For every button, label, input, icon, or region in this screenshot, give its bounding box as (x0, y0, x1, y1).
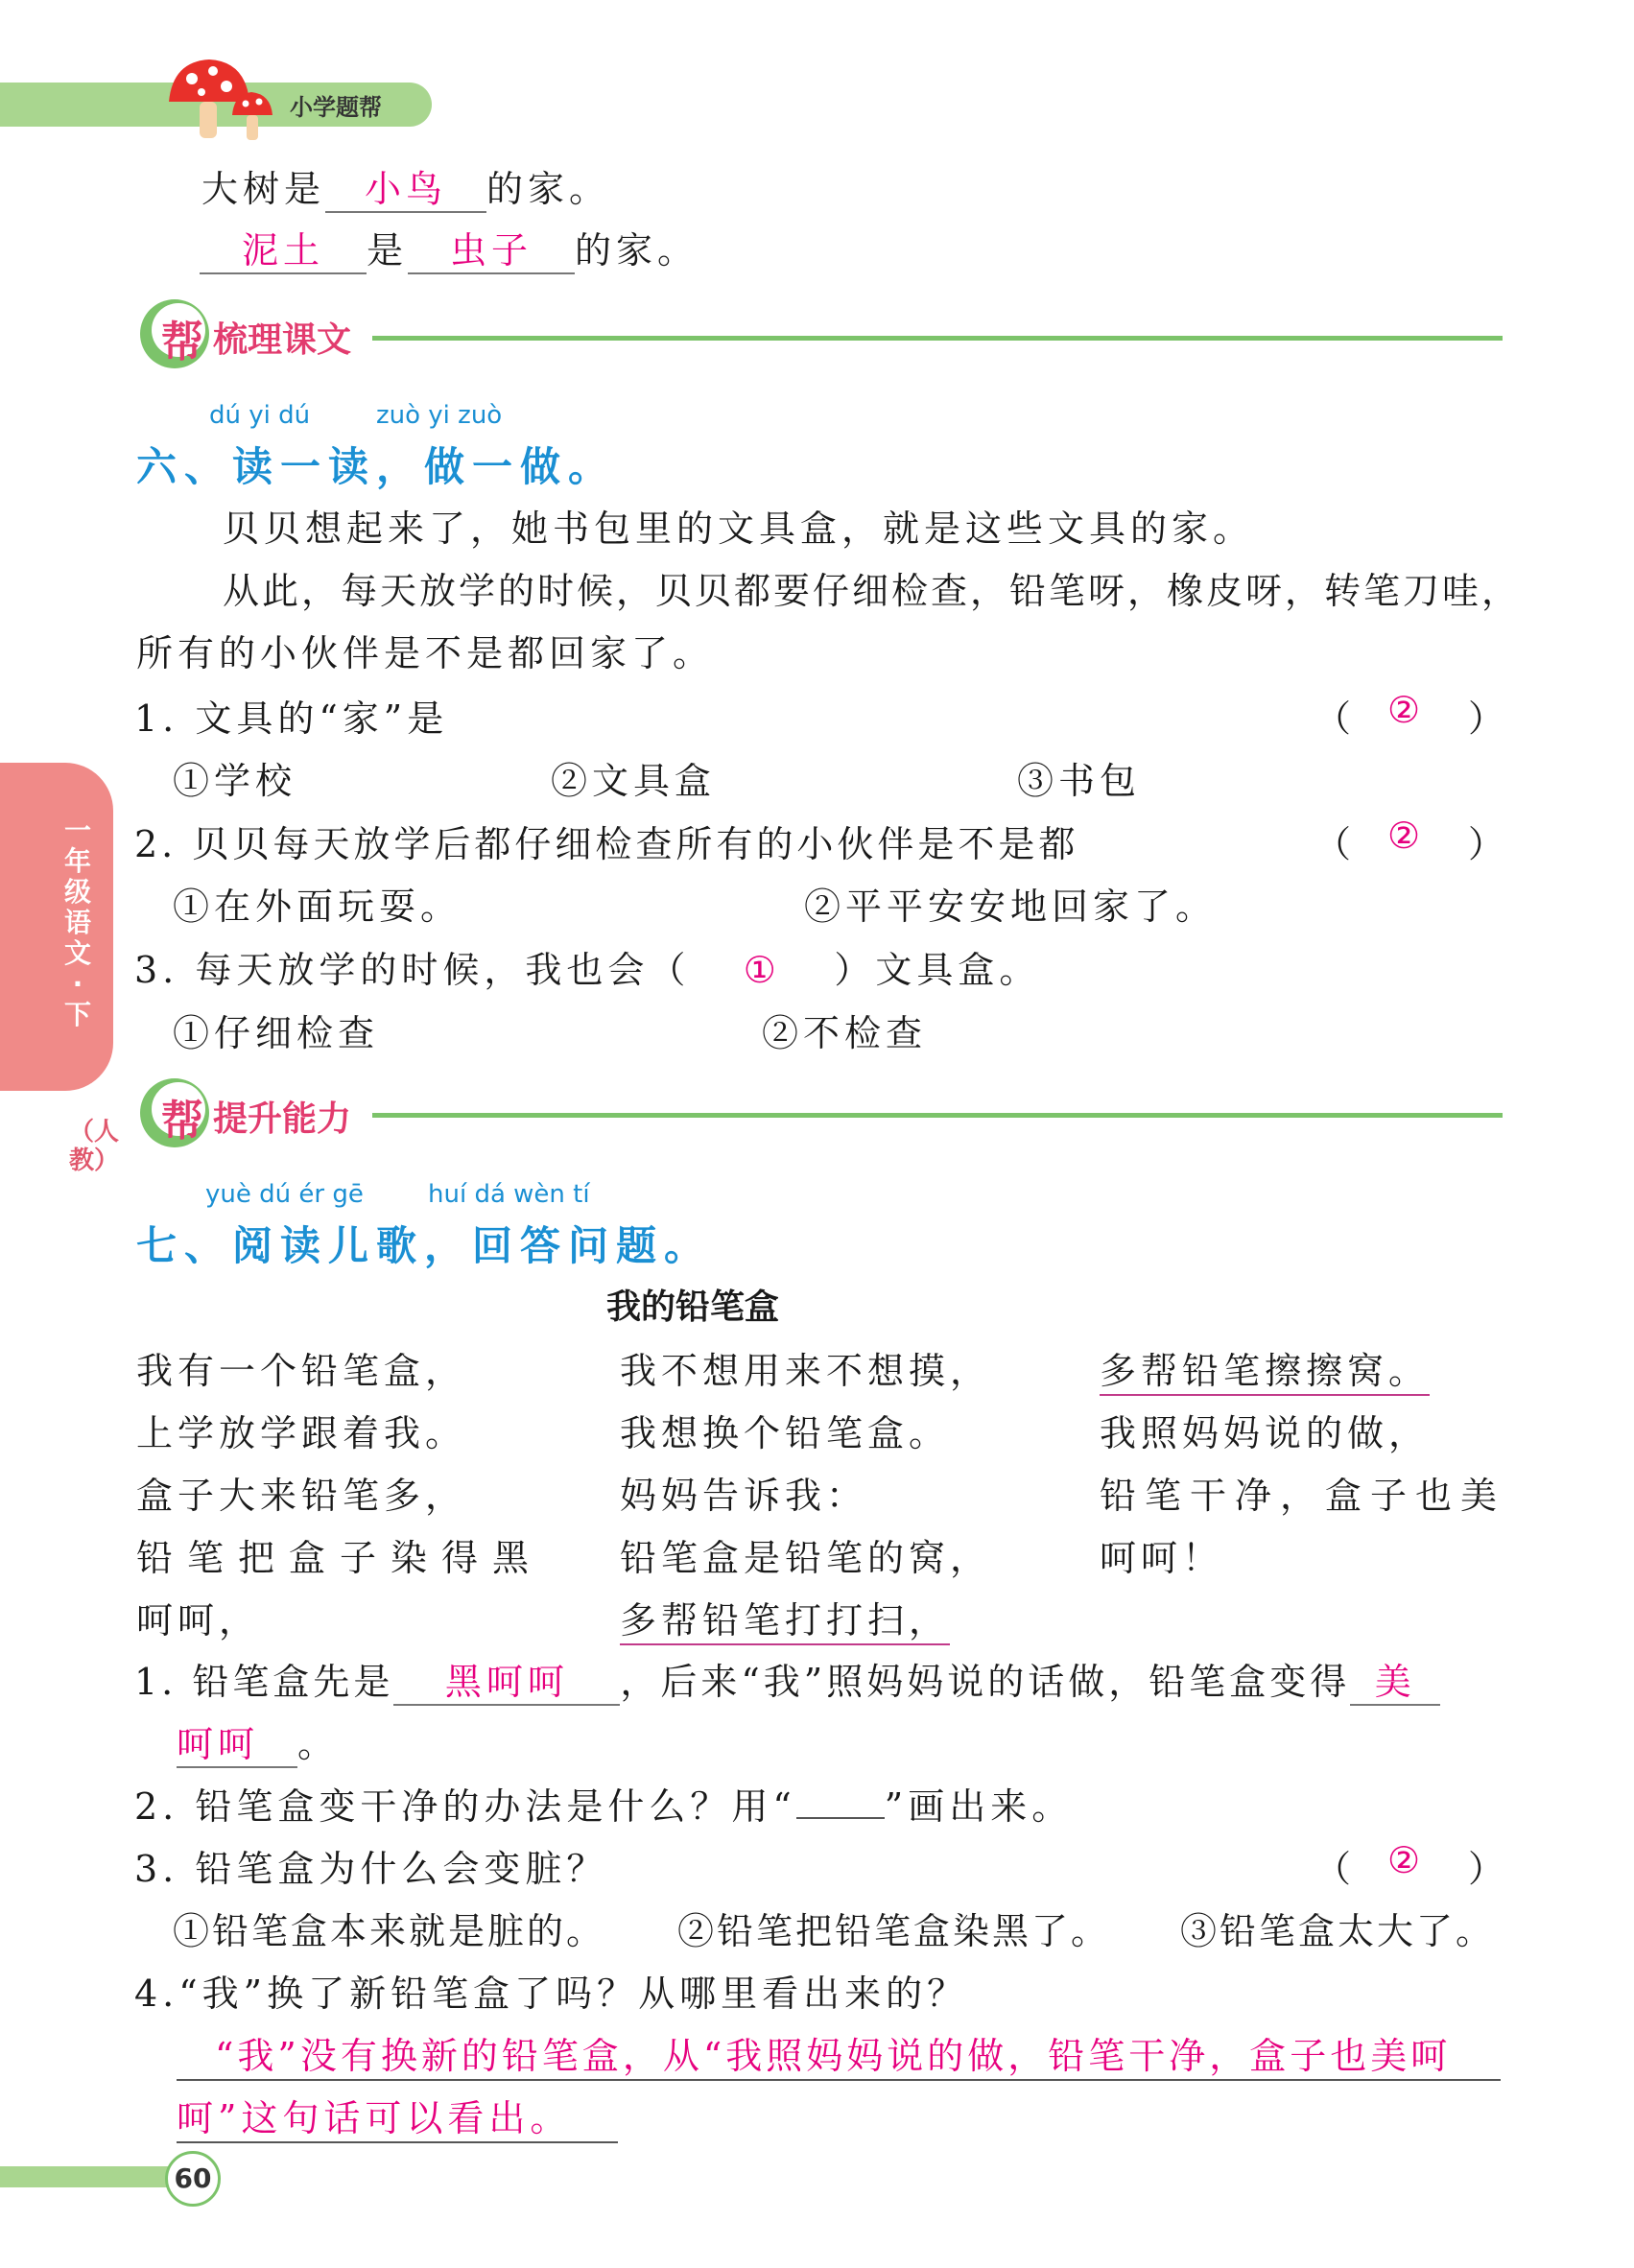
page-number: 60 (165, 2151, 221, 2207)
side-edition-label: （人教） (69, 1118, 120, 1175)
q6-item-1-question: 1. 文具的“家”是 (134, 697, 449, 740)
poem-line: 我想换个铅笔盒。 (620, 1412, 951, 1454)
side-grade-label: 一年级语文·下 (63, 815, 91, 1030)
answer-blank: 虫子 (408, 228, 575, 274)
q6-item-2-answer: ② (1387, 815, 1426, 857)
q6-item-2-option-1: ①在外面玩耍。 (173, 886, 462, 928)
q6-item-2-option-2: ②平平安安地回家了。 (804, 886, 1218, 928)
q6-item-3-option-2: ②不检查 (762, 1012, 928, 1054)
section-title: 提升能力 (213, 1099, 352, 1139)
section-badge-char: 帮 (161, 1097, 203, 1146)
q7-item-4-answer-line-1: “我”没有换新的铅笔盒，从“我照妈妈说的做，铅笔干净，盒子也美呵 (177, 2026, 1501, 2081)
q6-para-1: 贝贝想起来了，她书包里的文具盒，就是这些文具的家。 (223, 508, 1255, 550)
q7-item-2-pre: 2. 铅笔盒变干净的办法是什么？用“ (134, 1785, 796, 1828)
q7-title: 七、阅读儿歌，回答问题。 (136, 1222, 713, 1269)
q6-pinyin-2: zuò yi zuò (376, 401, 503, 430)
section-badge-char: 帮 (161, 318, 203, 366)
top-line-2-post: 的家。 (575, 229, 699, 272)
top-line-1-pre: 大树是 (201, 168, 326, 210)
q6-item-1-option-1: ①学校 (173, 760, 297, 802)
q7-item-2 (134, 1777, 1073, 1830)
poem-line: 铅笔干净，盒子也美 (1100, 1475, 1506, 1517)
q6-item-3-question (134, 940, 1040, 993)
q6-item-3-post: ）文具盒。 (834, 949, 1041, 991)
section-divider (372, 1113, 1503, 1118)
q7-item-4-question: 4.“我”换了新铅笔盒了吗？从哪里看出来的？ (134, 1973, 969, 2015)
q6-item-2-lparen: （ (1314, 823, 1357, 865)
q6-item-1-rparen: ） (1468, 697, 1510, 740)
brand-title: 小学题帮 (290, 94, 382, 121)
top-line-2 (200, 221, 699, 274)
side-tab (0, 763, 113, 1091)
poem-line-underlined: 多帮铅笔打打扫， (620, 1591, 950, 1645)
underline-sample (796, 1779, 885, 1819)
poem-line: 我不想用来不想摸， (620, 1350, 992, 1392)
q7-item-2-end: ”画出来。 (884, 1785, 1074, 1828)
q7-item-3-question: 3. 铅笔盒为什么会变脏？ (134, 1848, 608, 1890)
q6-pinyin-1: dú yi dú (209, 401, 311, 430)
top-line-1-post: 的家。 (486, 168, 611, 210)
q7-item-3-rparen: ） (1468, 1848, 1510, 1890)
answer-blank: 美 (1350, 1660, 1440, 1706)
q6-item-3-answer: ① (743, 949, 781, 991)
q6-item-1-option-3: ③书包 (1017, 760, 1142, 802)
q6-item-2-question: 2. 贝贝每天放学后都仔细检查所有的小伙伴是不是都 (134, 823, 1079, 865)
q7-item-1-cont (177, 1714, 339, 1768)
q6-item-1-lparen: （ (1314, 697, 1357, 740)
answer-blank: 黑呵呵 (393, 1660, 620, 1706)
q6-item-2-rparen: ） (1468, 823, 1510, 865)
poem-line: 妈妈告诉我： (620, 1475, 868, 1517)
q7-pinyin-2: huí dá wèn tí (428, 1180, 590, 1209)
poem-line: 呵呵， (136, 1599, 261, 1642)
top-line-1 (201, 159, 610, 213)
q6-item-1-answer: ② (1387, 689, 1426, 731)
q7-item-1-pre: 1. 铅笔盒先是 (134, 1661, 394, 1703)
top-line-2-mid: 是 (367, 229, 409, 272)
q6-item-1-option-2: ②文具盒 (551, 760, 717, 802)
q6-para-2b: 所有的小伙伴是不是都回家了。 (136, 632, 715, 674)
q7-pinyin-1: yuè dú ér gē (205, 1180, 364, 1209)
q7-item-1 (134, 1652, 1440, 1706)
q7-item-3-answer: ② (1387, 1839, 1426, 1881)
poem-line: 铅笔把盒子染得黑 (136, 1537, 544, 1579)
poem-title: 我的铅笔盒 (606, 1288, 780, 1327)
section-divider (372, 336, 1503, 341)
q7-item-4-answer-line-2: 呵”这句话可以看出。 (177, 2089, 618, 2143)
poem-line: 我照妈妈说的做， (1100, 1412, 1431, 1454)
q6-item-3-option-1: ①仔细检查 (173, 1012, 380, 1054)
poem-line: 铅笔盒是铅笔的窝， (620, 1537, 992, 1579)
q7-item-3-lparen: （ (1314, 1848, 1357, 1890)
q6-title: 六、读一读，做一做。 (136, 443, 617, 490)
answer-blank: 小鸟 (325, 167, 486, 213)
answer-blank: 泥土 (200, 228, 367, 274)
poem-line-underlined: 多帮铅笔擦擦窝。 (1100, 1341, 1430, 1396)
mushroom-icon (163, 56, 278, 144)
q6-item-3-pre: 3. 每天放学的时候，我也会（ (134, 949, 691, 991)
answer-blank: 呵呵 (177, 1722, 297, 1768)
q6-para-2a: 从此，每天放学的时候，贝贝都要仔细检查，铅笔呀，橡皮呀，转笔刀哇， (223, 570, 1522, 612)
q7-item-1-mid: ，后来“我”照妈妈说的话做，铅笔盒变得 (620, 1661, 1351, 1703)
q7-item-3-option-2: ②铅笔把铅笔盒染黑了。 (677, 1910, 1111, 1952)
poem-line: 盒子大来铅笔多， (136, 1475, 467, 1517)
poem-line: 上学放学跟着我。 (136, 1412, 467, 1454)
footer-band (0, 2166, 173, 2187)
q7-item-3-option-1: ①铅笔盒本来就是脏的。 (173, 1910, 606, 1952)
q7-item-1-end: 。 (297, 1723, 340, 1765)
section-title: 梳理课文 (213, 320, 352, 360)
poem-line: 呵呵！ (1100, 1537, 1224, 1579)
q7-item-3-option-3: ③铅笔盒太大了。 (1180, 1910, 1496, 1952)
poem-line: 我有一个铅笔盒， (136, 1350, 467, 1392)
